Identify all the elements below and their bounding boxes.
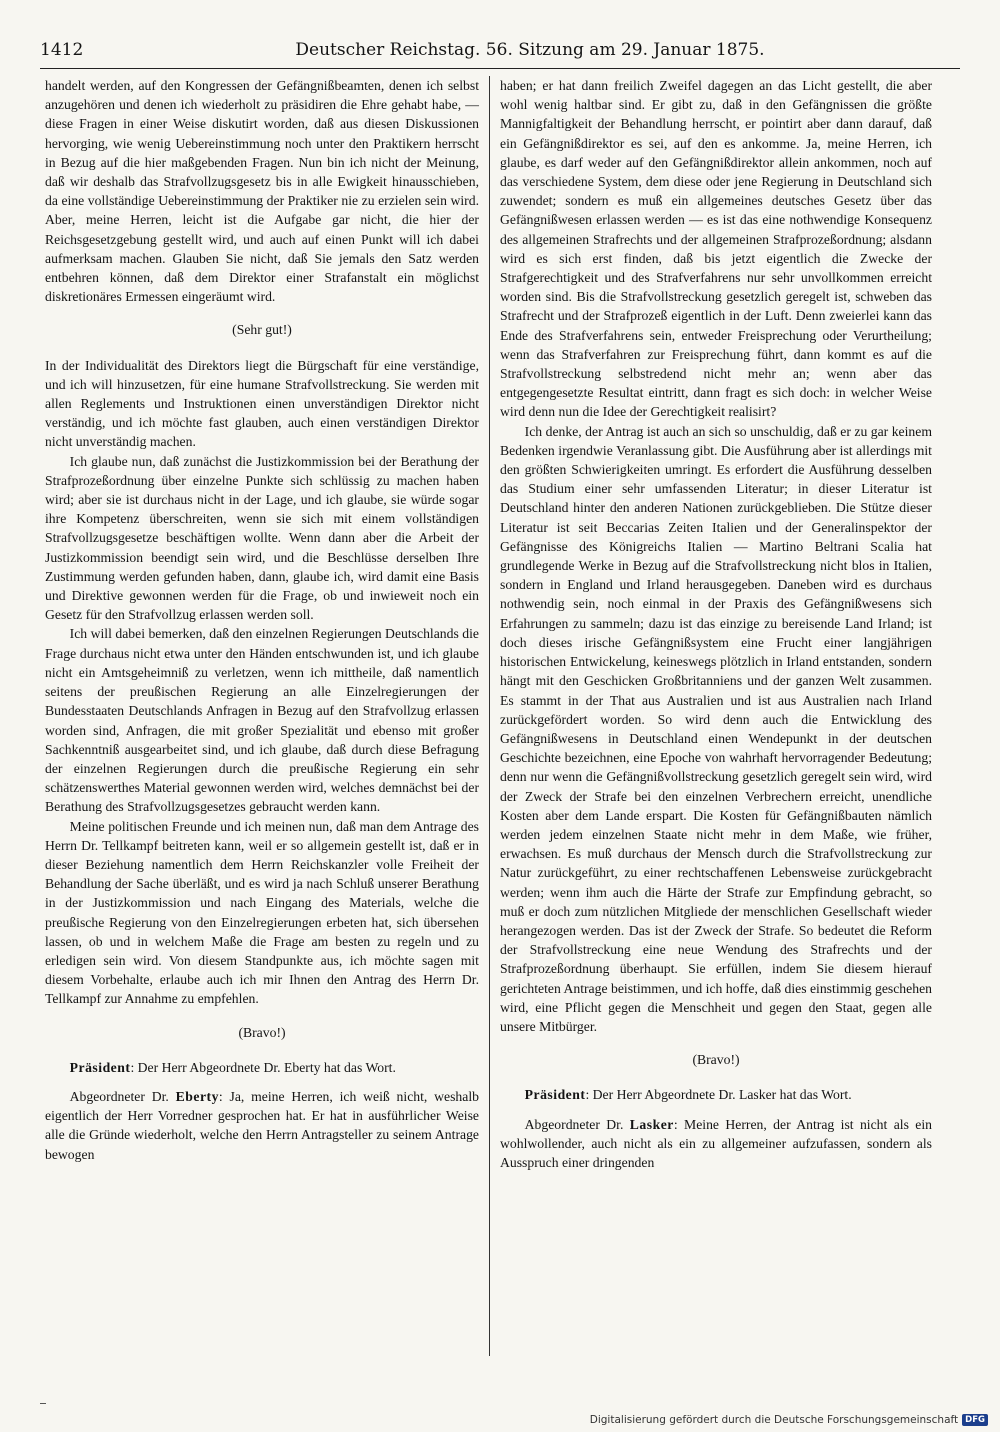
header-rule bbox=[40, 68, 960, 69]
paragraph: Ich denke, der Antrag ist auch an sich so unschuldig, daß er zu gar keinem Bedenken irgendwie Veranlassung gibt. Die Ausführung aber ist allerdings mit den größten Schwierigkeiten umringt. Es erfordert die Ausführung desselben das Studium einer sehr umfassenden Literatur; in dieser Literatur ist Deutschland hinter den anderen Nationen zurückgeblieben. Die Stütze dieser Literatur ist seit Beccarias Zeiten Italien und der Generalinspektor der Gefängnisse des Königreichs Italien — Martino Beltrani Scalia hat grundlegende Werke in Bezug auf die Strafvollstreckung nicht blos in Italien, sondern in England und Irland herausgegeben. Daneben wird es durchaus nothwendig sein, noch einmal in der Praxis des Gefängnißwesens sich Erfahrungen zu sammeln; dazu ist das einzige zu bereisende Land Irland; ist doch dieses irische Gefängnißsystem eine Frucht einer langjährigen historischen Entwickelung, keineswegs plötzlich in Irland entstanden, sondern hängt mit den Geschicken Großbritanniens und der ganzen Welt zusammen. Es stammt in der That aus Australien und ist aus Australien nach Irland zurückgefördert worden. So wird denn auch die Entwicklung des Gefängnißwesens in Deutschland einen Wendepunkt in der deutschen Geschichte bezeichnen, eine Epoche von wahrhaft hervorragender Bedeutung; denn nur wenn die Gefängnißvollstreckung gesetzlich geregelt sein wird, wird der Zweck der Strafe bei den einzelnen Verbrechern erreicht, unendliche Kosten aber dem Lande erspart. Die Kosten für Gefängnißbauten nämlich werden jedem einzelnen Staate nicht mehr in dem Maße, wie früher, erwachsen. Es muß durchaus der Mensch durch die Strafvollstreckung zur Natur zurückgeführt, zu einer rechtschaffenen Lebensweise zurückgebracht werden; wenn ihm auch die Härte der Strafe zur Empfindung gebracht, so muß er doch zum nützlichen Mitgliede der menschlichen Gesellschaft wieder herangezogen werden. Das ist der Zweck der Strafe. So bedeutet die Reform der Strafvollstreckung eine neue Wendung des Strafrechts und der Strafprozeßordnung überhaupt. Sie erfüllen, indem Sie diesem hierauf gerichteten Antrage beistimmen, und ich hoffe, daß dies einstimmig geschehen wird, eine Pflicht gegen die Menschheit und gegen den Staat, gegen alle unsere Mitbürger. bbox=[500, 423, 932, 1034]
speaker-text: : Ja, meine Herren, ich weiß nicht, weshalb eigentlich der Herr Vorredner gesprochen hat. Er hat in ausführlicher Weise alle die Gründe wiederholt, welche den Herrn Antragsteller zu seinem Antrage bewogen bbox=[45, 1088, 479, 1162]
president-text: : Der Herr Abgeordnete Dr. Eberty hat das Wort. bbox=[130, 1059, 396, 1075]
speaker-prefix: Abgeordneter Dr. bbox=[69, 1088, 176, 1104]
paragraph: handelt werden, auf den Kongressen der Gefängnißbeamten, denen ich selbst anzugehören und denen ich wiederholt zu präsidiren die Ehre gehabt habe, — diese Fragen in einer Weise diskutirt worden, daß aus diesen Diskussionen hervorging, wie wenig Uebereinstimmung noch unter den Praktikern herrscht in Bezug auf die hier maßgebenden Fragen. Nun bin ich nicht der Meinung, daß wir deshalb das Strafvollzugsgesetz bis in alle Ewigkeit hinausschieben, da eine vollständige Uebereinstimmung der Praktiker nie zu erzielen sein wird. Aber, meine Herren, leicht ist die Aufgabe gar nicht, die hier der Reichsgesetzgebung gestellt wird, und auch auf einen Punkt will ich dabei aufmerksam machen. Glauben Sie nicht, daß Sie jemals den Satz werden entbehren können, daß dem Direktor einer Strafanstalt ein möglichst diskretionäres Ermessen eingeräumt wird. bbox=[45, 78, 479, 305]
speaker-name: Lasker bbox=[629, 1116, 674, 1132]
page-footer bbox=[590, 1414, 988, 1426]
paragraph: In der Individualität des Direktors liegt die Bürgschaft für eine verständige, und ich will hinzusetzen, für eine humane Strafvollstreckung. Sie werden mit allen Reglements und Instruktionen einen unverständigen Direktor nicht verständig, und ich möchte fast glauben, auch einen verständigen Direktor nicht unverständig machen. bbox=[45, 357, 479, 450]
interjection: (Bravo!) bbox=[238, 1024, 286, 1040]
right-column bbox=[500, 76, 932, 1172]
president-statement bbox=[45, 1058, 479, 1077]
funding-note: Digitalisierung gefördert durch die Deutsche Forschungsgemeinschaft bbox=[589, 1414, 959, 1426]
president-statement bbox=[500, 1085, 932, 1104]
paragraph: Meine politischen Freunde und ich meinen nun, daß man dem Antrage des Herrn Dr. Tellkampf beitreten kann, weil er so allgemein gestellt ist, daß er in dieser Beziehung namentlich dem Herrn Reichskanzler volle Freiheit der Behandlung der Sache überläßt, und es wird ja nach Schluß unserer Berathung in der Justizkommission und nach Eingang des Materials, welche die preußische Regierung von den Einzelregierungen erbeten hat, sich übersehen lassen, ob und in welchem Maße die Frage am besten zu regeln und zu erledigen sein wird. Von diesem Standpunkte aus, ich möchte sagen mit diesem Vorbehalte, erlaube auch ich mir Ihnen den Antrag des Herrn Dr. Tellkampf zur Annahme zu empfehlen. bbox=[45, 818, 479, 1007]
paragraph: Ich will dabei bemerken, daß den einzelnen Regierungen Deutschlands die Frage durchaus nicht etwa unter den Händen entschwunden ist, und ich glaube nicht ein Amtsgeheimniß zu verletzen, wenn ich mittheile, daß namentlich seitens der preußischen Regierung an alle Einzelregierungen der Bundesstaaten Deutschlands Anfragen in Bezug auf den Strafvollzug erlassen worden sind, Anfragen, die mit großer Spezialität und ebenso mit großer Sachkenntniß ausgearbeitet sind, und ich glaube, daß durch diese Befragung der einzelnen Regierungen durch die preußische Regierung ein sehr schätzenswerthes Material gewonnen werden wird, welches demnächst bei der Berathung des Strafvollzugsgesetzes gebraucht werden kann. bbox=[45, 626, 479, 815]
interjection: (Bravo!) bbox=[692, 1052, 740, 1068]
page-header bbox=[40, 38, 960, 64]
interjection: (Sehr gut!) bbox=[232, 322, 292, 338]
paragraph: Ich glaube nun, daß zunächst die Justizkommission bei der Berathung der Strafprozeßordnung über einzelne Punkte sich schlüssig zu machen haben wird; aber sie ist durchaus nicht in der Lage, und ich glaube, sie würde sogar ihre Kompetenz überschreiten, wenn sie sich mit einem vollständigen Strafvollzugsgesetze beschäftigen wollte. Wenn dann aber die Arbeit der Justizkommission beendigt sein wird, und die Beschlüsse derselben Ihre Zustimmung werden gefunden haben, dann, glaube ich, wird damit eine Basis und Direktive gewonnen werden für die Frage, ob und inwieweit noch ein Gesetz für den Strafvollzug erlassen werden soll. bbox=[45, 453, 479, 623]
column-divider bbox=[489, 76, 490, 1356]
speaker-text: : Meine Herren, der Antrag ist nicht als ein wohlwollender, auch nicht als ein zu allgemeiner aufzufassen, sondern als Ausspruch einer dringenden bbox=[500, 1116, 932, 1170]
president-text: : Der Herr Abgeordnete Dr. Lasker hat das Wort. bbox=[585, 1087, 852, 1103]
speaker-statement bbox=[45, 1087, 479, 1164]
scan-mark bbox=[40, 1403, 46, 1404]
dfg-logo[interactable]: DFG bbox=[962, 1414, 988, 1426]
speaker-prefix: Abgeordneter Dr. bbox=[524, 1116, 630, 1132]
speaker-name: Eberty bbox=[175, 1088, 219, 1104]
president-label: Präsident bbox=[524, 1087, 586, 1103]
paragraph: haben; er hat dann freilich Zweifel dagegen an das Licht gestellt, die aber wohl wenig haltbar sind. Er gibt zu, daß in den Gefängnissen die größte Mannigfaltigkeit der Behandlung herrscht, er pointirt aber dann darauf, daß ein Gefängnißdirektor es sei, auf den es ankomme. Ja, meine Herren, ich glaube, es darf weder auf den Gefängnißdirektor allein ankommen, noch auf das verschiedene System, dem diese oder jene Regierung in Deutschland sich zuwendet; sondern es muß ein allgemeines deutsches Gesetz über das Gefängnißwesen erlassen werden — es ist das eine nothwendige Konsequenz des allgemeinen Strafrechts und der allgemeinen Strafprozeßordnung; alsdann wird es sich erst finden, daß bis jetzt eigentlich die Zwecke der Strafgerechtigkeit und des Strafverfahrens nur sehr unvollkommen erreicht worden sind. Bis die Strafvollstreckung gesetzlich geregelt ist, schweben das Strafrecht und der Strafprozeß eigentlich in der Luft. Denn zweierlei kann das Ende des Strafverfahrens sein, entweder Freisprechung oder Verurtheilung; wenn das Strafverfahren zur Freisprechung führt, dann kommt es auf die Strafvollstreckung selbstredend nicht mehr an; wenn aber das entgegengesetzte Resultat eintritt, dann fragt es sich doch: in welcher Weise wird denn nun die Idee der Gerechtigkeit realisirt? bbox=[500, 78, 932, 420]
page-number: 1412 bbox=[40, 40, 84, 60]
speaker-statement bbox=[500, 1115, 932, 1173]
running-title: Deutscher Reichstag. 56. Sitzung am 29. Januar 1875. bbox=[295, 40, 765, 60]
left-column bbox=[45, 76, 479, 1164]
president-label: Präsident bbox=[69, 1059, 131, 1075]
